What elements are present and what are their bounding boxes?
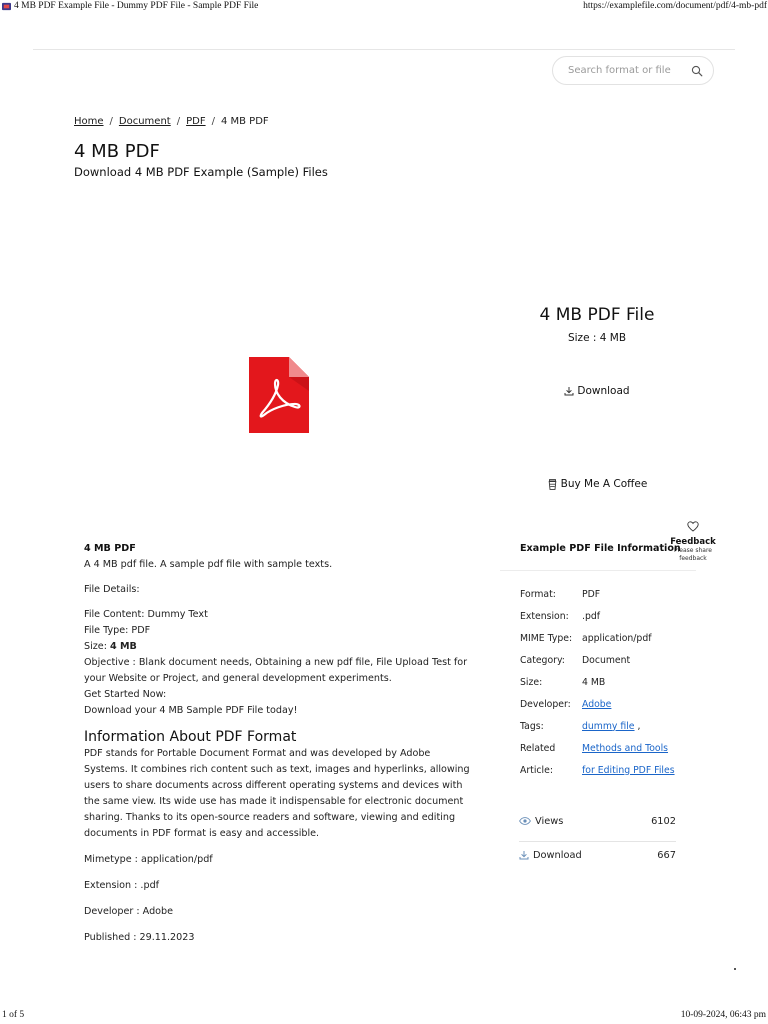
file-content-line: File Content: Dummy Text [84, 609, 208, 620]
buy-me-a-coffee-button[interactable] [540, 478, 655, 490]
download-icon [564, 386, 574, 396]
heart-icon [687, 521, 699, 532]
mimetype-line: Mimetype : application/pdf [84, 854, 213, 865]
download-button-label: Download [577, 385, 630, 397]
header-divider [33, 49, 735, 50]
download-button[interactable] [555, 385, 639, 397]
developer-link[interactable]: Adobe [582, 698, 612, 710]
info-table [500, 583, 696, 781]
file-size-line [84, 639, 474, 655]
about-line: PDF stands for Portable Document Format and was developed by Adobe [84, 748, 431, 759]
info-key: Size: [520, 676, 543, 688]
scroll-marker [734, 968, 736, 970]
file-card-title: 4 MB PDF File [539, 305, 655, 325]
site-favicon-icon [2, 2, 11, 11]
print-header [0, 0, 768, 14]
breadcrumb [74, 116, 269, 127]
article-link[interactable]: for Editing PDF Files [582, 764, 675, 776]
downloads-stat [519, 845, 676, 865]
search-icon[interactable] [691, 65, 703, 77]
info-row-related [520, 737, 696, 759]
download-cta-text: Download your 4 MB Sample PDF File today! [84, 705, 298, 716]
breadcrumb-document-link[interactable]: Document [118, 116, 171, 127]
info-value: application/pdf [582, 632, 652, 644]
info-key: Category: [520, 654, 565, 666]
developer-line: Developer : Adobe [84, 906, 174, 917]
search-input[interactable] [568, 65, 680, 76]
about-line: Systems. It combines rich content such as text, images and hyperlinks, allowing [84, 764, 470, 775]
print-url: https://examplefile.com/document/pdf/4-mb-pdf [583, 1, 767, 11]
breadcrumb-separator: / [176, 116, 181, 127]
info-panel-title: Example PDF File Information [520, 543, 681, 554]
about-format-heading: Information About PDF Format [84, 729, 297, 745]
file-info-panel [500, 543, 696, 781]
downloads-count: 667 [657, 849, 676, 861]
eye-icon [519, 817, 531, 825]
pdf-document-icon [249, 357, 309, 433]
file-size-prefix: Size: [84, 641, 110, 652]
views-count: 6102 [651, 815, 676, 827]
breadcrumb-separator: / [211, 116, 215, 127]
views-stat [519, 811, 676, 831]
info-value: Document [582, 654, 631, 666]
download-count-icon [519, 850, 529, 860]
feedback-note-line1: Please share [673, 547, 712, 554]
description-heading: 4 MB PDF [84, 543, 136, 554]
info-key: Related [520, 742, 556, 754]
description-intro: A 4 MB pdf file. A sample pdf file with sample texts. [84, 559, 333, 570]
info-key: Developer: [520, 698, 571, 710]
coffee-cup-icon [548, 479, 557, 490]
print-title-text: 4 MB PDF Example File - Dummy PDF File - Sample PDF File [14, 1, 259, 11]
breadcrumb-home-link[interactable]: Home [74, 116, 104, 127]
info-row-mime-type [520, 627, 696, 649]
objective-line-2: your Website or Project, and general development experiments. [84, 673, 392, 684]
info-row-tags [520, 715, 696, 737]
breadcrumb-current: 4 MB PDF [220, 116, 269, 127]
about-line: documents in PDF format is easy and accessible. [84, 828, 320, 839]
info-row-category [520, 649, 696, 671]
print-timestamp: 10-09-2024, 06:43 pm [680, 1010, 766, 1020]
breadcrumb-separator: / [109, 116, 113, 127]
tag-link[interactable]: dummy file [582, 720, 635, 732]
page-title: 4 MB PDF [74, 141, 160, 162]
info-row-format [520, 583, 696, 605]
info-row-developer [520, 693, 696, 715]
print-page-count: 1 of 5 [2, 1010, 25, 1020]
breadcrumb-pdf-link[interactable]: PDF [186, 116, 206, 127]
file-description [84, 541, 474, 946]
file-details-label: File Details: [84, 584, 140, 595]
coffee-button-label: Buy Me A Coffee [560, 478, 648, 490]
info-key: Tags: [520, 720, 544, 732]
related-link[interactable]: Methods and Tools [582, 742, 669, 754]
about-line: sharing. Thanks to its open-source readers and software, viewing and editing [84, 812, 456, 823]
info-value: 4 MB [582, 676, 606, 688]
print-footer [0, 1010, 768, 1022]
downloads-label: Download [533, 849, 582, 861]
info-row-size [520, 671, 696, 693]
views-label: Views [535, 815, 564, 827]
info-panel-divider [500, 570, 696, 571]
about-line: users to share documents across different operating systems and devices with [84, 780, 463, 791]
feedback-note-line2: feedback [679, 555, 707, 562]
objective-line-1: Objective : Blank document needs, Obtaining a new pdf file, File Upload Test for [84, 657, 468, 668]
info-value: .pdf [582, 610, 601, 622]
file-size-value: 4 MB [109, 641, 137, 652]
extension-line: Extension : .pdf [84, 880, 160, 891]
info-row-extension [520, 605, 696, 627]
print-tab-title [2, 1, 258, 11]
file-type-line: File Type: PDF [84, 625, 151, 636]
info-key: MIME Type: [520, 632, 573, 644]
about-line: the same view. Its wide use has made it indispensable for electronic document [84, 796, 464, 807]
page-subtitle: Download 4 MB PDF Example (Sample) Files [74, 165, 328, 179]
published-line: Published : 29.11.2023 [84, 932, 195, 943]
info-key: Article: [520, 764, 553, 776]
tags-separator: , [637, 720, 641, 732]
search-box[interactable] [552, 56, 714, 85]
info-value: PDF [582, 588, 601, 600]
info-key: Extension: [520, 610, 569, 622]
feedback-label: Feedback [670, 537, 716, 547]
file-card-size: Size : 4 MB [567, 332, 627, 344]
info-key: Format: [520, 588, 556, 600]
file-stats [519, 811, 676, 865]
info-row-article [520, 759, 696, 781]
stats-divider [519, 841, 676, 842]
get-started-label: Get Started Now: [84, 689, 167, 700]
